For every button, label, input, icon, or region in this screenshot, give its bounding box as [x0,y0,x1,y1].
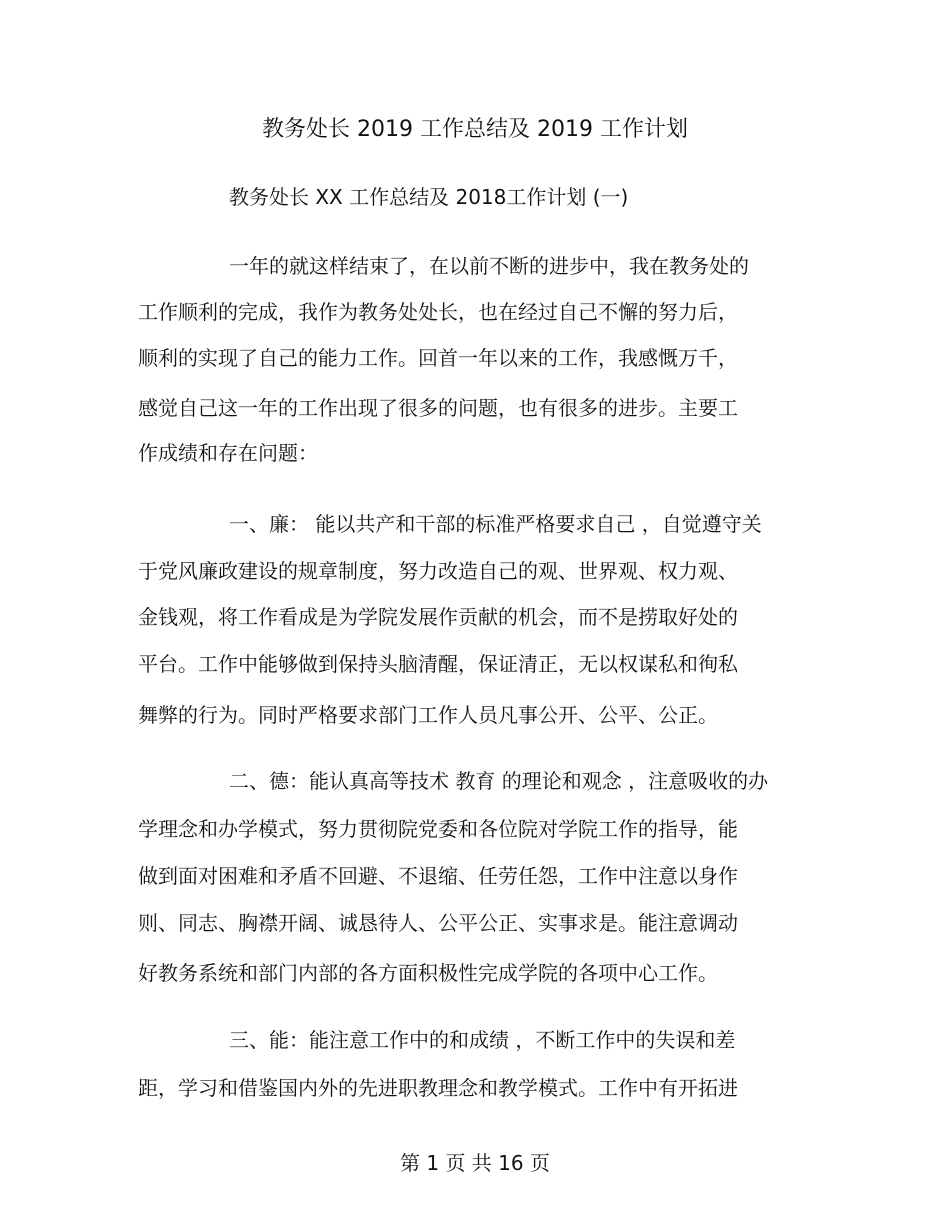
paragraph-line: 距，学习和借鉴国内外的先进职教理念和教学模式。工作中有开拓进 [138,1076,738,1100]
paragraph-line: 平台。工作中能够做到保持头脑清醒，保证清正，无以权谋私和徇私 [138,652,738,676]
paragraph-line: 感觉自己这一年的工作出现了很多的问题，也有很多的进步。主要工 [138,396,738,420]
paragraph-line: 作成绩和存在问题： [138,441,318,465]
paragraph-line: 则、同志、胸襟开阔、诚恳待人、公平公正、实事求是。能注意调动 [138,911,738,935]
document-subtitle: 教务处长 XX 工作总结及 2018工作计划 (一) [229,185,629,209]
paragraph-line: 金钱观，将工作看成是为学院发展作贡献的机会，而不是捞取好处的 [138,605,738,629]
paragraph-line: 顺利的实现了自己的能力工作。回首一年以来的工作，我感慨万千， [138,346,738,370]
paragraph-line: 好教务系统和部门内部的各方面积极性完成学院的各项中心工作。 [138,961,718,985]
paragraph-line: 一年的就这样结束了，在以前不断的进步中，我在教务处的 [229,254,749,278]
paragraph-line: 二、德：能认真高等技术 教育 的理论和观念 ，注意吸收的办 [229,769,769,793]
paragraph-line: 学理念和办学模式，努力贯彻院党委和各位院对学院工作的指导，能 [138,817,738,841]
paragraph-line: 于党风廉政建设的规章制度，努力改造自己的观、世界观、权力观、 [138,559,738,583]
paragraph-line: 工作顺利的完成，我作为教务处处长，也在经过自己不懈的努力后， [138,300,738,324]
paragraph-line: 做到面对困难和矛盾不回避、不退缩、任劳任怨，工作中注意以身作 [138,864,738,888]
paragraph-line: 舞弊的行为。同时严格要求部门工作人员凡事公开、公平、公正。 [138,703,718,727]
paragraph-line: 三、能：能注意工作中的和成绩 ，不断工作中的失误和差 [229,1028,736,1052]
document-title: 教务处长 2019 工作总结及 2019 工作计划 [262,117,688,142]
page-number-footer: 第 1 页 共 16 页 [400,1151,550,1175]
paragraph-line: 一、廉： 能以共产和干部的标准严格要求自己 ，自觉遵守关 [229,512,762,536]
